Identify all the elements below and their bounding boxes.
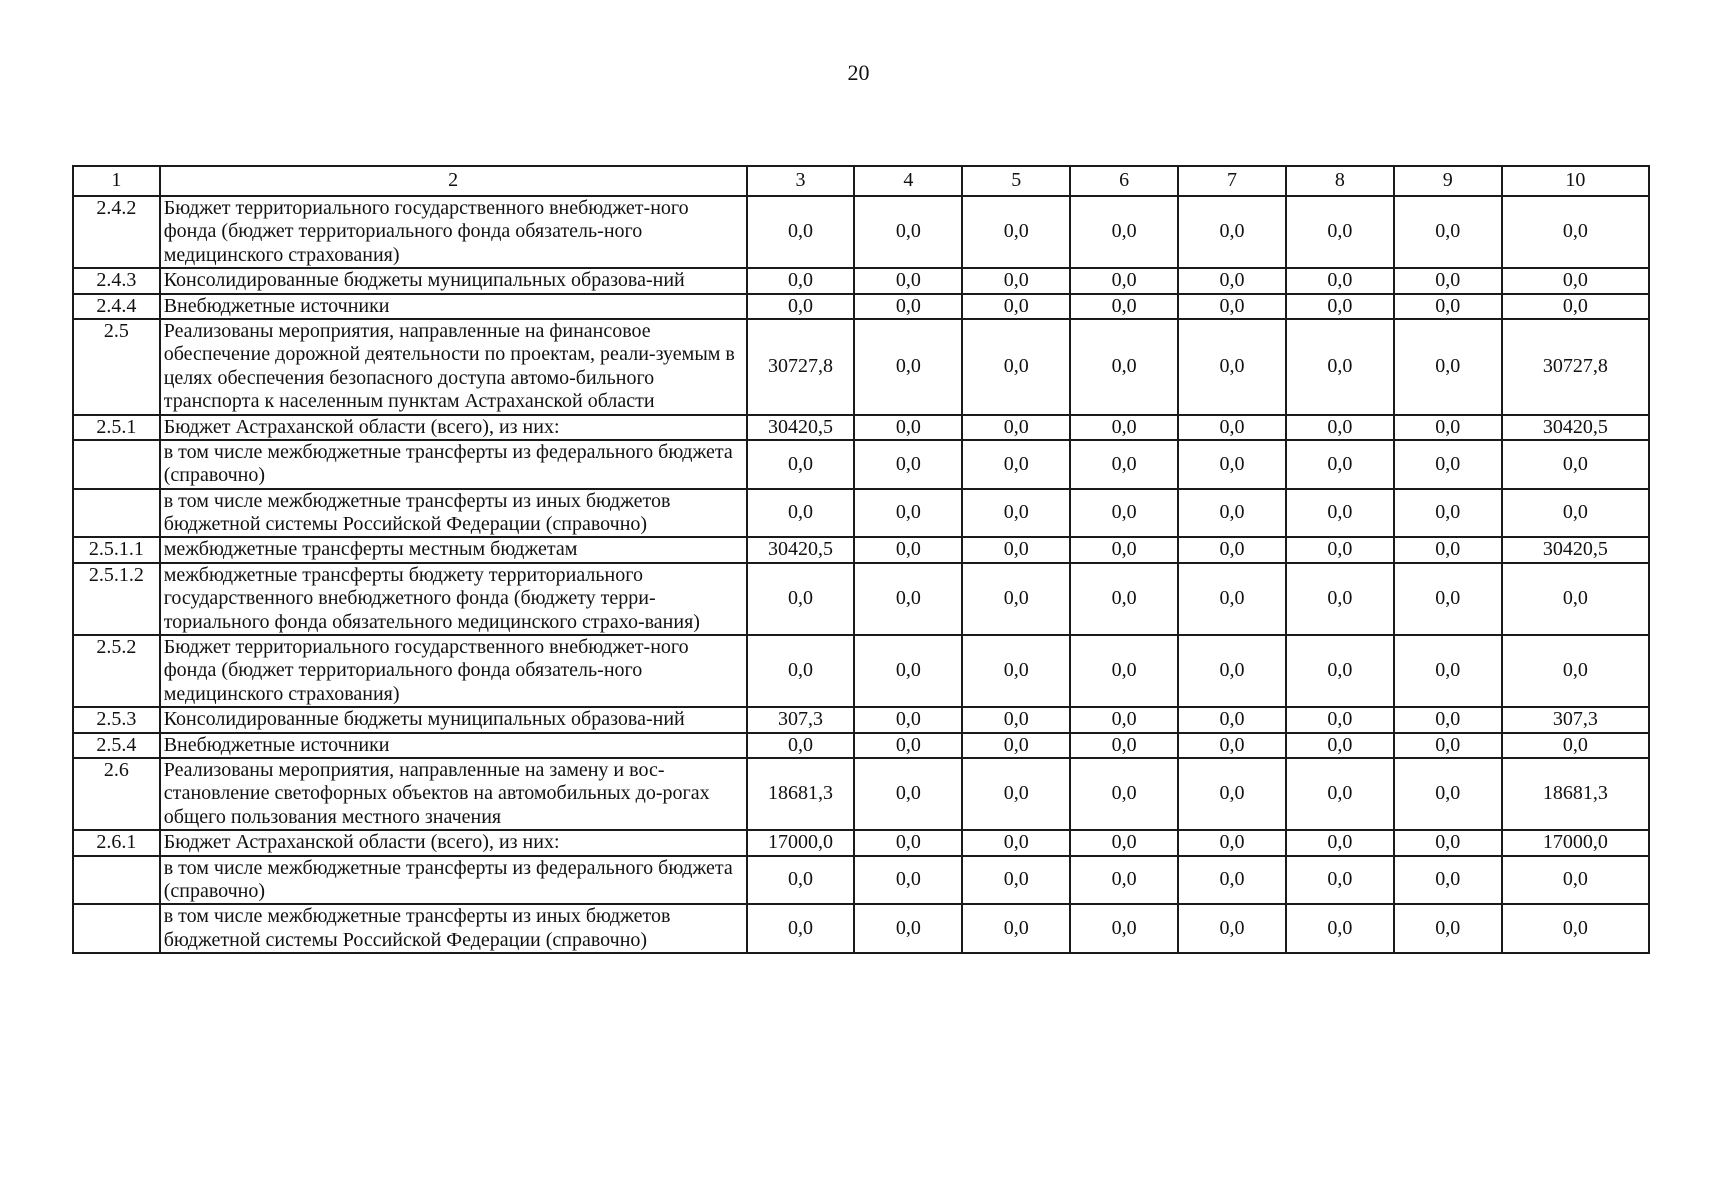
value-cell-col-8: 0,0 (1286, 440, 1394, 489)
row-description: Бюджет территориального государственного внебюджет-ного фонда (бюджет территориального фонда обязатель-ного медицинского страхования) (160, 196, 747, 268)
value-cell-col-6: 0,0 (1070, 635, 1178, 707)
value-cell-col-3: 18681,3 (747, 758, 855, 830)
value-cell-col-3: 0,0 (747, 196, 855, 268)
value-cell-col-7: 0,0 (1178, 268, 1286, 293)
value-cell-col-9: 0,0 (1394, 707, 1502, 732)
column-header-3: 3 (747, 166, 855, 196)
value-cell-col-9: 0,0 (1394, 635, 1502, 707)
value-cell-col-5: 0,0 (962, 415, 1070, 440)
row-code: 2.4.2 (73, 196, 160, 268)
value-cell-col-8: 0,0 (1286, 294, 1394, 319)
value-cell-col-4: 0,0 (854, 707, 962, 732)
value-cell-col-8: 0,0 (1286, 856, 1394, 905)
value-cell-col-5: 0,0 (962, 758, 1070, 830)
value-cell-col-10: 0,0 (1502, 733, 1649, 758)
value-cell-col-4: 0,0 (854, 733, 962, 758)
table-row (73, 758, 1649, 830)
value-cell-col-9: 0,0 (1394, 563, 1502, 635)
header-row (73, 166, 1649, 196)
value-cell-col-10: 0,0 (1502, 489, 1649, 538)
row-code: 2.4.3 (73, 268, 160, 293)
row-code: 2.5.1 (73, 415, 160, 440)
value-cell-col-8: 0,0 (1286, 489, 1394, 538)
value-cell-col-8: 0,0 (1286, 830, 1394, 855)
value-cell-col-6: 0,0 (1070, 707, 1178, 732)
value-cell-col-5: 0,0 (962, 489, 1070, 538)
value-cell-col-7: 0,0 (1178, 830, 1286, 855)
value-cell-col-8: 0,0 (1286, 758, 1394, 830)
value-cell-col-5: 0,0 (962, 268, 1070, 293)
value-cell-col-4: 0,0 (854, 830, 962, 855)
value-cell-col-5: 0,0 (962, 830, 1070, 855)
value-cell-col-5: 0,0 (962, 707, 1070, 732)
table-row (73, 856, 1649, 905)
value-cell-col-4: 0,0 (854, 563, 962, 635)
row-code: 2.5 (73, 319, 160, 415)
value-cell-col-4: 0,0 (854, 294, 962, 319)
value-cell-col-10: 0,0 (1502, 563, 1649, 635)
value-cell-col-6: 0,0 (1070, 830, 1178, 855)
row-code: 2.6 (73, 758, 160, 830)
value-cell-col-7: 0,0 (1178, 758, 1286, 830)
value-cell-col-9: 0,0 (1394, 856, 1502, 905)
row-description: межбюджетные трансферты бюджету территориального государственного внебюджетного фонда (бюджету терри-ториального фонда обязательного медицинского страхо-вания) (160, 563, 747, 635)
value-cell-col-9: 0,0 (1394, 294, 1502, 319)
value-cell-col-4: 0,0 (854, 440, 962, 489)
table-row (73, 489, 1649, 538)
budget-table (72, 165, 1650, 954)
table-row (73, 904, 1649, 953)
column-header-2: 2 (160, 166, 747, 196)
row-description: Внебюджетные источники (160, 294, 747, 319)
row-code: 2.5.3 (73, 707, 160, 732)
value-cell-col-6: 0,0 (1070, 294, 1178, 319)
table-row (73, 733, 1649, 758)
row-description: межбюджетные трансферты местным бюджетам (160, 537, 747, 562)
row-code (73, 440, 160, 489)
value-cell-col-10: 0,0 (1502, 268, 1649, 293)
row-code: 2.6.1 (73, 830, 160, 855)
column-header-5: 5 (962, 166, 1070, 196)
budget-table-container (72, 165, 1650, 954)
value-cell-col-4: 0,0 (854, 319, 962, 415)
column-header-10: 10 (1502, 166, 1649, 196)
value-cell-col-10: 30420,5 (1502, 415, 1649, 440)
value-cell-col-4: 0,0 (854, 856, 962, 905)
table-row (73, 294, 1649, 319)
table-row (73, 563, 1649, 635)
value-cell-col-6: 0,0 (1070, 196, 1178, 268)
table-row (73, 415, 1649, 440)
value-cell-col-3: 0,0 (747, 856, 855, 905)
value-cell-col-9: 0,0 (1394, 489, 1502, 538)
table-row (73, 635, 1649, 707)
value-cell-col-3: 30727,8 (747, 319, 855, 415)
value-cell-col-4: 0,0 (854, 904, 962, 953)
value-cell-col-3: 30420,5 (747, 537, 855, 562)
row-code: 2.5.2 (73, 635, 160, 707)
row-description: в том числе межбюджетные трансферты из иных бюджетов бюджетной системы Российской Федерации (справочно) (160, 489, 747, 538)
row-description: Бюджет Астраханской области (всего), из них: (160, 830, 747, 855)
value-cell-col-9: 0,0 (1394, 196, 1502, 268)
value-cell-col-6: 0,0 (1070, 489, 1178, 538)
row-code: 2.5.4 (73, 733, 160, 758)
value-cell-col-8: 0,0 (1286, 537, 1394, 562)
value-cell-col-6: 0,0 (1070, 319, 1178, 415)
value-cell-col-5: 0,0 (962, 319, 1070, 415)
table-row (73, 537, 1649, 562)
value-cell-col-7: 0,0 (1178, 733, 1286, 758)
row-code: 2.4.4 (73, 294, 160, 319)
value-cell-col-4: 0,0 (854, 489, 962, 538)
value-cell-col-8: 0,0 (1286, 904, 1394, 953)
value-cell-col-7: 0,0 (1178, 707, 1286, 732)
value-cell-col-8: 0,0 (1286, 733, 1394, 758)
table-row (73, 196, 1649, 268)
value-cell-col-8: 0,0 (1286, 319, 1394, 415)
value-cell-col-10: 0,0 (1502, 904, 1649, 953)
row-description: Консолидированные бюджеты муниципальных образова-ний (160, 707, 747, 732)
page-number: 20 (847, 60, 870, 85)
value-cell-col-7: 0,0 (1178, 319, 1286, 415)
value-cell-col-9: 0,0 (1394, 268, 1502, 293)
value-cell-col-6: 0,0 (1070, 904, 1178, 953)
value-cell-col-7: 0,0 (1178, 294, 1286, 319)
value-cell-col-3: 0,0 (747, 440, 855, 489)
value-cell-col-9: 0,0 (1394, 830, 1502, 855)
row-description: в том числе межбюджетные трансферты из федерального бюджета (справочно) (160, 440, 747, 489)
table-body (73, 196, 1649, 953)
value-cell-col-9: 0,0 (1394, 440, 1502, 489)
value-cell-col-4: 0,0 (854, 758, 962, 830)
column-header-4: 4 (854, 166, 962, 196)
value-cell-col-10: 30420,5 (1502, 537, 1649, 562)
value-cell-col-3: 0,0 (747, 904, 855, 953)
value-cell-col-10: 17000,0 (1502, 830, 1649, 855)
value-cell-col-9: 0,0 (1394, 537, 1502, 562)
value-cell-col-10: 0,0 (1502, 196, 1649, 268)
column-header-9: 9 (1394, 166, 1502, 196)
value-cell-col-4: 0,0 (854, 196, 962, 268)
value-cell-col-4: 0,0 (854, 415, 962, 440)
value-cell-col-5: 0,0 (962, 440, 1070, 489)
value-cell-col-6: 0,0 (1070, 415, 1178, 440)
value-cell-col-8: 0,0 (1286, 635, 1394, 707)
column-header-7: 7 (1178, 166, 1286, 196)
row-description: Внебюджетные источники (160, 733, 747, 758)
value-cell-col-7: 0,0 (1178, 415, 1286, 440)
row-description: Реализованы мероприятия, направленные на замену и вос-становление светофорных объектов на автомобильных до-рогах общего пользования местного значения (160, 758, 747, 830)
value-cell-col-6: 0,0 (1070, 268, 1178, 293)
column-header-6: 6 (1070, 166, 1178, 196)
value-cell-col-10: 0,0 (1502, 440, 1649, 489)
value-cell-col-8: 0,0 (1286, 563, 1394, 635)
value-cell-col-7: 0,0 (1178, 856, 1286, 905)
row-code (73, 904, 160, 953)
value-cell-col-8: 0,0 (1286, 707, 1394, 732)
value-cell-col-7: 0,0 (1178, 489, 1286, 538)
value-cell-col-5: 0,0 (962, 856, 1070, 905)
column-header-8: 8 (1286, 166, 1394, 196)
value-cell-col-3: 17000,0 (747, 830, 855, 855)
value-cell-col-6: 0,0 (1070, 537, 1178, 562)
value-cell-col-3: 0,0 (747, 563, 855, 635)
value-cell-col-8: 0,0 (1286, 196, 1394, 268)
row-description: Консолидированные бюджеты муниципальных образова-ний (160, 268, 747, 293)
column-header-1: 1 (73, 166, 160, 196)
table-row (73, 319, 1649, 415)
value-cell-col-6: 0,0 (1070, 440, 1178, 489)
value-cell-col-5: 0,0 (962, 537, 1070, 562)
row-code: 2.5.1.1 (73, 537, 160, 562)
value-cell-col-3: 0,0 (747, 268, 855, 293)
row-description: Реализованы мероприятия, направленные на финансовое обеспечение дорожной деятельности по проектам, реали-зуемым в целях обеспечения безопасного доступа автомо-бильного транспорта к населенным пунктам Астраханской области (160, 319, 747, 415)
row-description: в том числе межбюджетные трансферты из федерального бюджета (справочно) (160, 856, 747, 905)
value-cell-col-3: 30420,5 (747, 415, 855, 440)
table-row (73, 268, 1649, 293)
value-cell-col-10: 307,3 (1502, 707, 1649, 732)
value-cell-col-3: 0,0 (747, 635, 855, 707)
value-cell-col-5: 0,0 (962, 196, 1070, 268)
value-cell-col-10: 0,0 (1502, 856, 1649, 905)
value-cell-col-9: 0,0 (1394, 733, 1502, 758)
table-row (73, 707, 1649, 732)
value-cell-col-5: 0,0 (962, 635, 1070, 707)
value-cell-col-5: 0,0 (962, 904, 1070, 953)
value-cell-col-10: 0,0 (1502, 635, 1649, 707)
value-cell-col-4: 0,0 (854, 268, 962, 293)
value-cell-col-4: 0,0 (854, 635, 962, 707)
value-cell-col-8: 0,0 (1286, 415, 1394, 440)
value-cell-col-9: 0,0 (1394, 758, 1502, 830)
row-code: 2.5.1.2 (73, 563, 160, 635)
value-cell-col-5: 0,0 (962, 563, 1070, 635)
value-cell-col-3: 0,0 (747, 294, 855, 319)
value-cell-col-7: 0,0 (1178, 196, 1286, 268)
value-cell-col-10: 30727,8 (1502, 319, 1649, 415)
value-cell-col-9: 0,0 (1394, 904, 1502, 953)
value-cell-col-6: 0,0 (1070, 856, 1178, 905)
value-cell-col-3: 0,0 (747, 733, 855, 758)
value-cell-col-6: 0,0 (1070, 733, 1178, 758)
value-cell-col-7: 0,0 (1178, 537, 1286, 562)
value-cell-col-5: 0,0 (962, 294, 1070, 319)
value-cell-col-3: 0,0 (747, 489, 855, 538)
row-code (73, 489, 160, 538)
row-description: в том числе межбюджетные трансферты из иных бюджетов бюджетной системы Российской Федерации (справочно) (160, 904, 747, 953)
row-description: Бюджет Астраханской области (всего), из них: (160, 415, 747, 440)
value-cell-col-7: 0,0 (1178, 904, 1286, 953)
table-row (73, 440, 1649, 489)
row-description: Бюджет территориального государственного внебюджет-ного фонда (бюджет территориального фонда обязатель-ного медицинского страхования) (160, 635, 747, 707)
value-cell-col-8: 0,0 (1286, 268, 1394, 293)
value-cell-col-9: 0,0 (1394, 319, 1502, 415)
value-cell-col-5: 0,0 (962, 733, 1070, 758)
value-cell-col-7: 0,0 (1178, 563, 1286, 635)
value-cell-col-7: 0,0 (1178, 635, 1286, 707)
row-code (73, 856, 160, 905)
value-cell-col-10: 18681,3 (1502, 758, 1649, 830)
value-cell-col-10: 0,0 (1502, 294, 1649, 319)
value-cell-col-9: 0,0 (1394, 415, 1502, 440)
table-row (73, 830, 1649, 855)
value-cell-col-7: 0,0 (1178, 440, 1286, 489)
table-header (73, 166, 1649, 196)
value-cell-col-4: 0,0 (854, 537, 962, 562)
value-cell-col-6: 0,0 (1070, 563, 1178, 635)
value-cell-col-6: 0,0 (1070, 758, 1178, 830)
value-cell-col-3: 307,3 (747, 707, 855, 732)
